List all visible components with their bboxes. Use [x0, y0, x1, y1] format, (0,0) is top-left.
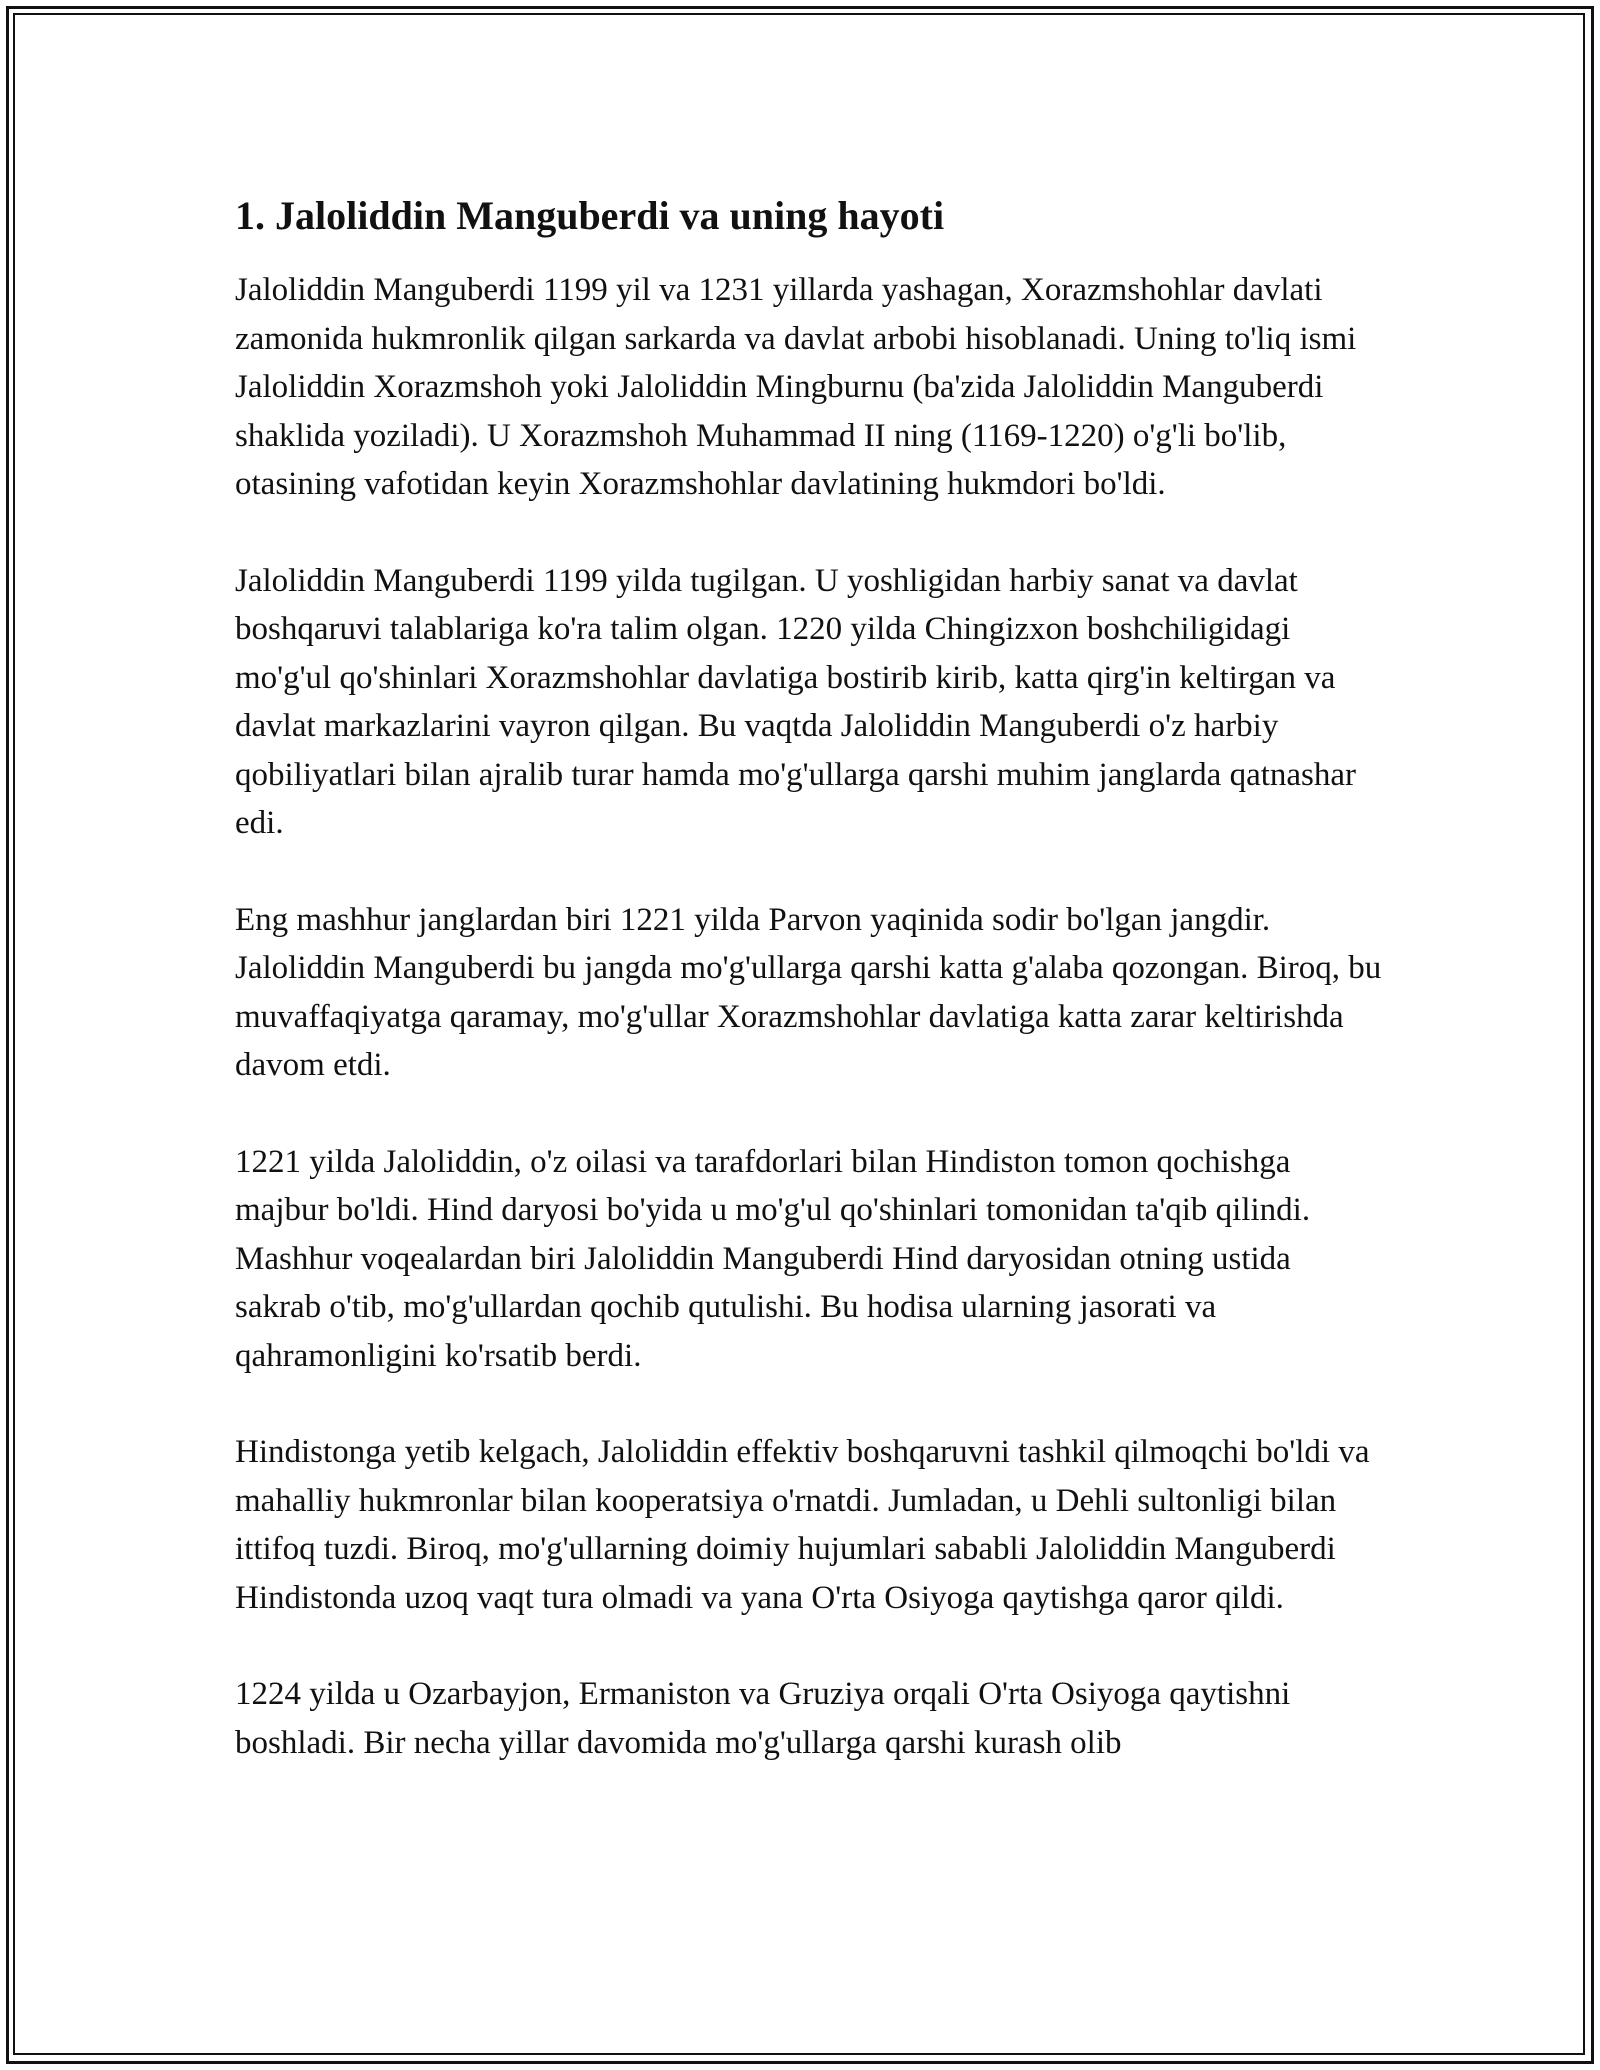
paragraph-4: 1221 yilda Jaloliddin, o'z oilasi va tarafdorlari bilan Hindiston tomon qochishga majbur bo'ldi. Hind daryosi bo'yida u mo'g'ul qo'shinlari tomonidan ta'qib qilindi. Mashhur voqealardan biri Jaloliddin Manguberdi Hind daryosidan otning ustida sakrab o'tib, mo'g'ullardan qochib qutulishi. Bu hodisa ularning jasorati va qahramonligini ko'rsatib berdi. [235, 1143, 1311, 1374]
paragraph-2: Jaloliddin Manguberdi 1199 yilda tugilgan. U yoshligidan harbiy sanat va davlat boshqaruvi talablariga ko'ra talim olgan. 1220 yilda Chingizxon boshchiligidagi mo'g'ul qo'shinlari Xorazmshohlar davlatiga bostirib kirib, katta qirg'in keltirgan va davlat markazlarini vayron qilgan. Bu vaqtda Jaloliddin Manguberdi o'z harbiy qobiliyatlari bilan ajralib turar hamda mo'g'ullarga qarshi muhim janglarda qatnashar edi. [235, 562, 1357, 841]
document-body [235, 188, 1385, 1815]
section-heading: 1. Jaloliddin Manguberdi va uning hayoti [235, 193, 945, 238]
paragraph-3: Eng mashhur janglardan biri 1221 yilda Parvon yaqinida sodir bo'lgan jangdir. Jaloliddin Manguberdi bu jangda mo'g'ullarga qarshi katta g'alaba qozongan. Biroq, bu muvaffaqiyatga qaramay, mo'g'ullar Xorazmshohlar davlatiga katta zarar keltirishda davom etdi. [235, 901, 1382, 1083]
paragraph-6: 1224 yilda u Ozarbayjon, Ermaniston va Gruziya orqali O'rta Osiyoga qaytishni boshladi. Bir necha yillar davomida mo'g'ullarga qarshi kurash olib [235, 1676, 1291, 1761]
paragraph-1: Jaloliddin Manguberdi 1199 yil va 1231 yillarda yashagan, Xorazmshohlar davlati zamonida hukmronlik qilgan sarkarda va davlat arbobi hisoblanadi. Uning to'liq ismi Jaloliddin Xorazmshoh yoki Jaloliddin Mingburnu (ba'zida Jaloliddin Manguberdi shaklida yoziladi). U Xorazmshoh Muhammad II ning (1169-1220) o'g'li bo'lib, otasining vafotidan keyin Xorazmshohlar davlatining hukmdori bo'ldi. [235, 272, 1357, 502]
paragraph-5: Hindistonga yetib kelgach, Jaloliddin effektiv boshqaruvni tashkil qilmoqchi bo'ldi va mahalliy hukmronlar bilan kooperatsiya o'rnatdi. Jumladan, u Dehli sultonligi bilan ittifoq tuzdi. Biroq, mo'g'ullarning doimiy hujumlari sababli Jaloliddin Manguberdi Hindistonda uzoq vaqt tura olmadi va yana O'rta Osiyoga qaytishga qaror qildi. [235, 1434, 1370, 1616]
